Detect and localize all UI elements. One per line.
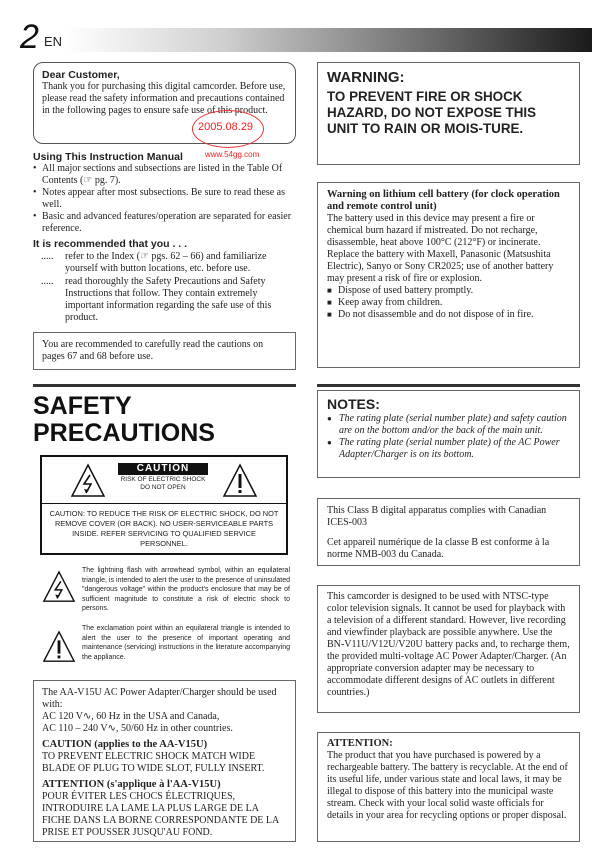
list-item: ■ Keep away from children. (327, 297, 570, 309)
list-item: • Notes appear after most subsections. Be sure to read these as well. (33, 187, 295, 211)
list-item: ■ Dispose of used battery promptly. (327, 285, 570, 297)
language-label: EN (44, 34, 63, 49)
exclamation-triangle-icon (222, 463, 258, 499)
dear-title: Dear Customer, (42, 69, 120, 81)
safety-line2: PRECAUTIONS (33, 419, 215, 447)
warning-title: WARNING: (327, 69, 405, 86)
adapter-attention-title: ATTENTION (s'applique à l'AA-V15U) (42, 779, 221, 790)
list-item: ● The rating plate (serial number plate) of the AC Power Adapter/Charger is on its bottom. (327, 437, 570, 461)
stamp-site: www.54gg.com (205, 150, 260, 159)
warning-box (317, 62, 580, 165)
caution-title: CAUTION (118, 463, 208, 475)
using-bullets (33, 163, 295, 235)
section-divider (33, 384, 296, 387)
stamp-date: 2005.08.29 (198, 121, 254, 133)
header-bar (66, 28, 592, 52)
notes-divider (317, 384, 580, 387)
classb-fr: Cet appareil numérique de la classe B est conforme à la norme NMB-003 du Canada. (327, 537, 550, 560)
lithium-p1: The battery used in this device may present a fire or chemical burn hazard if mistreated. Do not recharge, disassemble, heat above 100°C (212°F) or incinerate. (327, 213, 541, 248)
page-number: 2 (20, 18, 39, 56)
caution-label-text: CAUTION: TO REDUCE THE RISK OF ELECTRIC SHOCK, DO NOT REMOVE COVER (OR BACK). NO USER-SERVICEABLE PARTS INSIDE. REFER SERVICING TO QUALIFIED SERVICE PERSONNEL. (49, 509, 279, 548)
warning-text: TO PREVENT FIRE OR SHOCK HAZARD, DO NOT EXPOSE THIS UNIT TO RAIN OR MOIS-TURE. (327, 89, 537, 136)
caution-sub1: RISK OF ELECTRIC SHOCK (120, 476, 206, 483)
adapter-caution-title: CAUTION (applies to the AA-V15U) (42, 739, 208, 750)
recommend-title: It is recommended that you . . . (33, 238, 188, 250)
adapter-intro: The AA-V15U AC Power Adapter/Charger should be used with: (42, 687, 277, 710)
cautions-note-text: You are recommended to carefully read the cautions on pages 67 and 68 before use. (42, 339, 264, 362)
using-manual-section (33, 151, 295, 324)
lithium-title: Warning on lithium cell battery (for clock operation and remote control unit) (327, 189, 560, 212)
adapter-caution-text: TO PREVENT ELECTRIC SHOCK MATCH WIDE BLADE OF PLUG TO WIDE SLOT, FULLY INSERT. (42, 751, 265, 774)
notes-title: NOTES: (327, 396, 380, 412)
caution-sub2: DO NOT OPEN (140, 484, 186, 491)
notes-list (327, 413, 570, 461)
adapter-line1: AC 120 V∿, 60 Hz in the USA and Canada, (42, 711, 220, 722)
lightning-triangle-icon (70, 463, 106, 499)
safety-line1: SAFETY (33, 392, 132, 420)
caution-label (40, 455, 288, 555)
adapter-box (33, 680, 296, 842)
lightning-symbol-icon (42, 570, 76, 604)
recommend-list (33, 251, 295, 324)
list-item: ● The rating plate (serial number plate) and safety caution are on the bottom and/or the back of the main unit. (327, 413, 570, 437)
list-item: ..... read thoroughly the Safety Precautions and Safety Instructions that follow. They contain extremely important information regarding the safe use of this product. (41, 276, 272, 323)
list-item: • All major sections and subsections are listed in the Table Of Contents (☞ pg. 7). (33, 163, 295, 187)
exclamation-explanation: The exclamation point within an equilateral triangle is intended to alert the user to the presence of important operating and maintenance (servicing) instructions in the literature accompanying the appliance. (82, 625, 290, 661)
exclamation-symbol-icon (42, 630, 76, 664)
adapter-line2: AC 110 – 240 V∿, 50/60 Hz in other countries. (42, 723, 233, 734)
cautions-note-box (33, 332, 296, 370)
list-item: ..... refer to the Index (☞ pgs. 62 – 66) and familiarize yourself with button locations, etc. before use. (41, 251, 267, 274)
classb-en: This Class B digital apparatus complies with Canadian ICES-003 (327, 505, 547, 528)
lithium-p2: Replace the battery with Maxell, Panasonic (Matsushita Electric), Sanyo or Sony CR2025; use of another battery may present a risk of fire or explosion. (327, 249, 554, 284)
classb-box (317, 498, 580, 566)
attention-title: ATTENTION: (327, 738, 393, 749)
safety-heading (33, 393, 215, 447)
attention-text: The product that you have purchased is powered by a rechargeable battery. The battery is recyclable. At the end of its useful life, under various state and local laws, it may be illegal to dispose of this battery into the municipal waste stream. Check with your local solid waste officials for details in your area for recycling options or proper disposal. (327, 750, 568, 821)
attention-box (317, 732, 580, 842)
lithium-box (317, 182, 580, 368)
ntsc-text: This camcorder is designed to be used with NTSC-type color television signals. It cannot be used for playback with a television of a different standard. However, live recording and viewfinder playback are possible anywhere. Use the BN-V11U/V12U/V20U battery packs and, to recharge them, the provided multi-voltage AC Power Adapter/Charger. (An appropriate conversion adapter may be necessary to accommodate different designs of AC outlets in different countries.) (327, 591, 570, 698)
list-item: ■ Do not disassemble and do not dispose of in fire. (327, 309, 570, 321)
date-stamp (192, 110, 264, 148)
ntsc-box (317, 585, 580, 713)
list-item: • Basic and advanced features/operation are separated for easier reference. (33, 211, 295, 235)
notes-box (317, 390, 580, 478)
lightning-explanation: The lightning flash with arrowhead symbol, within an equilateral triangle, is intended to alert the user to the presence of uninsulated "dangerous voltage" within the product's enclosure that may be of sufficient magnitude to constitute a risk of electric shock to persons. (82, 567, 290, 613)
page-header (20, 18, 592, 56)
lithium-list (327, 285, 570, 321)
caution-label-divider (42, 503, 286, 504)
dear-text: Thank you for purchasing this digital camcorder. Before use, please read the safety information and precautions contained in the following pages to ensure safe use of this product. (42, 81, 286, 116)
using-title: Using This Instruction Manual (33, 151, 183, 163)
adapter-attention-text: POUR ÉVITER LES CHOCS ÉLECTRIQUES, INTRODUIRE LA LAME LA PLUS LARGE DE LA FICHE DANS LA BORNE CORRESPONDANTE DE LA PRISE ET POUSSER JUSQU'AU FOND. (42, 791, 279, 838)
